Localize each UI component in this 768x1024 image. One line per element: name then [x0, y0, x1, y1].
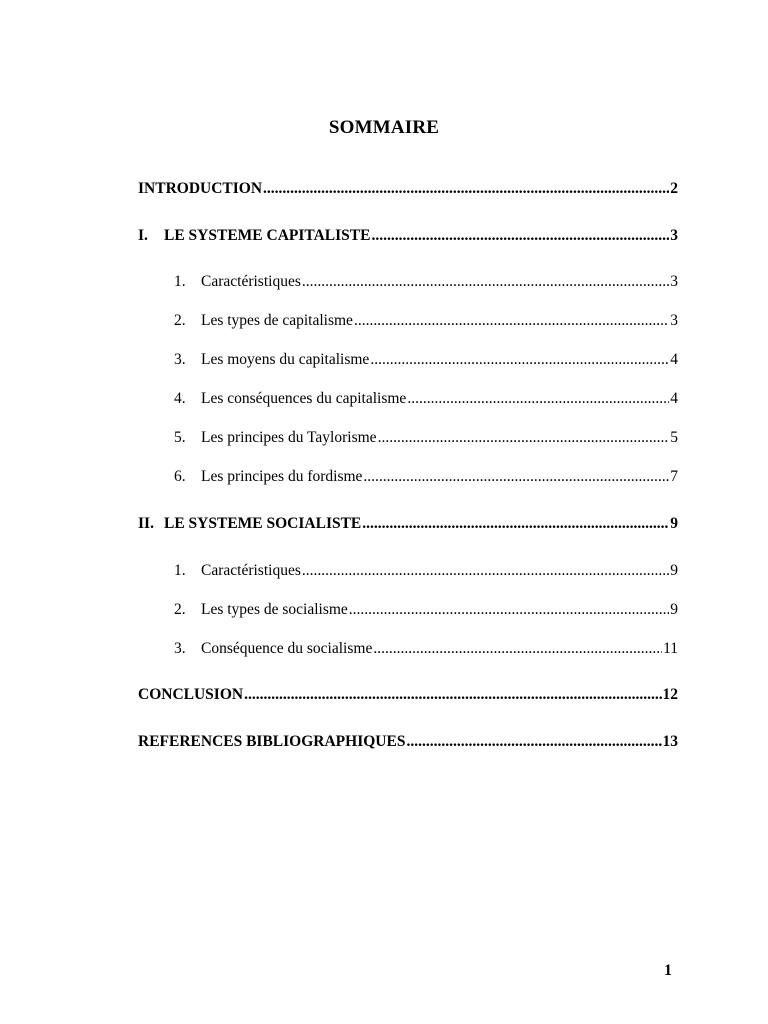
toc-entry-2-1[interactable]: [174, 560, 678, 582]
toc-entry-introduction[interactable]: [138, 178, 678, 200]
toc-entry-number: 3.: [174, 640, 186, 657]
toc-entry-label: LE SYSTEME SOCIALISTE: [164, 515, 362, 532]
dot-leader: [363, 466, 669, 488]
toc-entry-1-1[interactable]: [174, 271, 678, 293]
dot-leader: [302, 271, 669, 293]
toc-entry-page: 7: [670, 468, 678, 485]
toc-entry-page: 9: [670, 515, 678, 532]
toc-entry-references[interactable]: [138, 731, 678, 753]
toc-entry-label: LE SYSTEME CAPITALISTE: [164, 227, 371, 244]
toc-entry-page: 2: [670, 180, 678, 197]
toc-entry-number: 1.: [174, 273, 186, 290]
toc-entry-page: 9: [670, 562, 678, 579]
toc-entry-number: 1.: [174, 562, 186, 579]
dot-leader: [302, 560, 669, 582]
toc-entry-page: 4: [670, 351, 678, 368]
footer-page-number: 1: [664, 962, 672, 979]
toc-entry-label: Les types de capitalisme: [201, 312, 353, 329]
toc-entry-page: 12: [662, 686, 678, 703]
toc-entry-section-2[interactable]: [138, 513, 678, 535]
dot-leader: [378, 427, 670, 449]
toc-entry-2-2[interactable]: [174, 599, 678, 621]
dot-leader: [370, 349, 669, 371]
toc-entry-label: Conséquence du socialisme: [201, 640, 373, 657]
dot-leader: [406, 731, 661, 753]
toc-entry-page: 3: [670, 227, 678, 244]
toc-entry-number: I.: [138, 227, 148, 244]
dot-leader: [362, 513, 669, 535]
toc-entry-2-3[interactable]: [174, 638, 678, 660]
toc-entry-label: Les moyens du capitalisme: [201, 351, 370, 368]
toc-entry-label: Les conséquences du capitalisme: [201, 390, 407, 407]
toc-entry-page: 3: [670, 273, 678, 290]
toc-entry-label: Les principes du fordisme: [201, 468, 363, 485]
toc-entry-page: 5: [670, 429, 678, 446]
toc-entry-label: Les types de socialisme: [201, 601, 348, 618]
toc-entry-section-1[interactable]: [138, 225, 678, 247]
toc-entry-1-4[interactable]: [174, 388, 678, 410]
toc-entry-page: 11: [663, 640, 678, 657]
toc-entry-conclusion[interactable]: [138, 684, 678, 706]
toc-entry-label: CONCLUSION: [138, 686, 244, 703]
toc-entry-number: 6.: [174, 468, 186, 485]
dot-leader: [349, 599, 669, 621]
dot-leader: [407, 388, 669, 410]
toc-entry-label: INTRODUCTION: [138, 180, 263, 197]
dot-leader: [373, 638, 662, 660]
toc-entry-number: 2.: [174, 312, 186, 329]
toc-entry-1-3[interactable]: [174, 349, 678, 371]
dot-leader: [244, 684, 661, 706]
toc-entry-page: 13: [662, 733, 678, 750]
toc-entry-number: 5.: [174, 429, 186, 446]
toc-entry-number: II.: [138, 515, 154, 532]
toc-entry-number: 2.: [174, 601, 186, 618]
toc-entry-page: 9: [670, 601, 678, 618]
toc-entry-1-2[interactable]: [174, 310, 678, 332]
toc-entry-1-5[interactable]: [174, 427, 678, 449]
toc-entry-label: Caractéristiques: [201, 273, 301, 290]
dot-leader: [371, 225, 669, 247]
toc-entry-page: 4: [670, 390, 678, 407]
toc-entry-label: Caractéristiques: [201, 562, 301, 579]
toc-entry-1-6[interactable]: [174, 466, 678, 488]
page-title: SOMMAIRE: [328, 117, 440, 138]
dot-leader: [354, 310, 669, 332]
toc-entry-page: 3: [670, 312, 678, 329]
toc-entry-label: REFERENCES BIBLIOGRAPHIQUES: [138, 733, 406, 750]
toc-entry-number: 4.: [174, 390, 186, 407]
toc-entry-number: 3.: [174, 351, 186, 368]
toc-entry-label: Les principes du Taylorisme: [201, 429, 377, 446]
dot-leader: [263, 178, 669, 200]
